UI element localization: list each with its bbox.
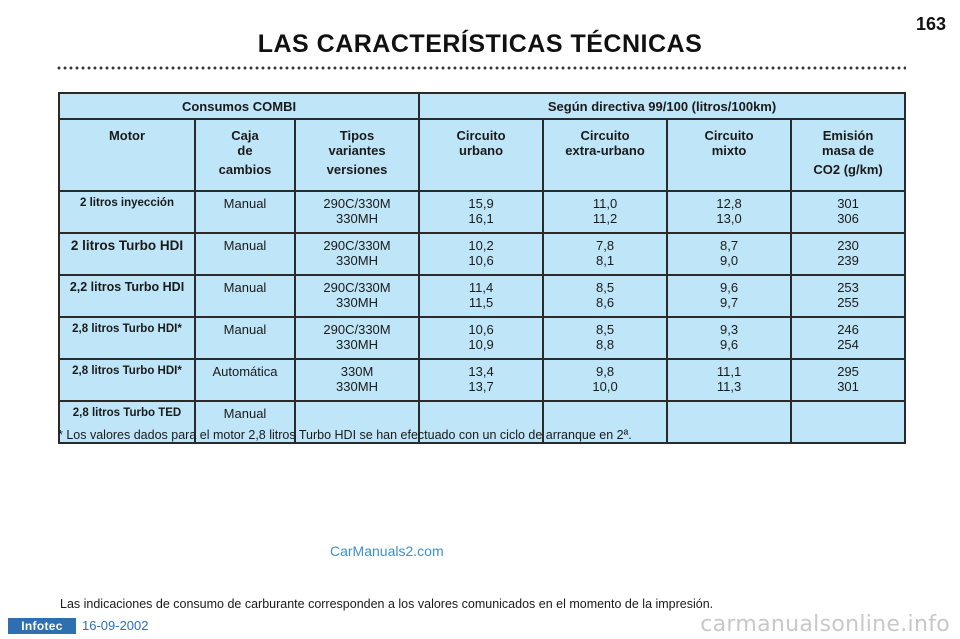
tipos-cell: 290C/330M 330MH <box>295 317 419 359</box>
group-header-directiva: Según directiva 99/100 (litros/100km) <box>419 93 905 119</box>
mixto-cell: 11,1 11,3 <box>667 359 791 401</box>
table-row <box>59 275 905 317</box>
group-header-consumos: Consumos COMBI <box>59 93 419 119</box>
mixto-cell: 12,8 13,0 <box>667 191 791 233</box>
footnote: * Los valores dados para el motor 2,8 litros Turbo HDI se han efectuado con un ciclo de arranque en 2ª. <box>58 428 632 442</box>
extra-urbano-cell: 11,0 11,2 <box>543 191 667 233</box>
motor-cell: 2 litros inyección <box>59 191 195 233</box>
extra-urbano-cell: 8,5 8,8 <box>543 317 667 359</box>
col-header-extra-urbano: Circuito extra-urbano <box>543 119 667 191</box>
mixto-cell: 9,6 9,7 <box>667 275 791 317</box>
page-number: 163 <box>915 14 946 34</box>
motor-cell: 2 litros Turbo HDI <box>59 233 195 275</box>
col-header-caja: Caja de cambios <box>195 119 295 191</box>
co2-cell: 230 239 <box>791 233 905 275</box>
tipos-cell: 330M 330MH <box>295 359 419 401</box>
col-header-tipos: Tipos variantes versiones <box>295 119 419 191</box>
co2-cell: 246 254 <box>791 317 905 359</box>
carmanuals-watermark: CarManuals2.com <box>330 543 444 559</box>
tipos-cell: 290C/330M 330MH <box>295 191 419 233</box>
table-row <box>59 233 905 275</box>
table-column-header-row <box>59 119 905 191</box>
co2-cell: 253 255 <box>791 275 905 317</box>
tipos-cell: 290C/330M 330MH <box>295 233 419 275</box>
table-row <box>59 317 905 359</box>
col-header-emision: Emisión masa de CO2 (g/km) <box>791 119 905 191</box>
caja-cell: Manual <box>195 317 295 359</box>
site-watermark: carmanualsonline.info <box>700 612 950 637</box>
urbano-cell: 13,4 13,7 <box>419 359 543 401</box>
motor-cell: 2,8 litros Turbo HDI* <box>59 317 195 359</box>
mixto-cell: 8,7 9,0 <box>667 233 791 275</box>
motor-cell: 2,2 litros Turbo HDI <box>59 275 195 317</box>
page-title: LAS CARACTERÍSTICAS TÉCNICAS <box>257 30 703 58</box>
co2-cell: 301 306 <box>791 191 905 233</box>
motor-cell: 2,8 litros Turbo HDI* <box>59 359 195 401</box>
table-row <box>59 359 905 401</box>
consumption-table <box>58 92 906 444</box>
caja-cell: Manual <box>195 233 295 275</box>
mixto-cell: 9,3 9,6 <box>667 317 791 359</box>
mixto-cell <box>667 401 791 443</box>
motor-cell: 2,8 litros Turbo TED <box>59 401 195 443</box>
print-date: 16-09-2002 <box>82 618 149 633</box>
caja-cell: Manual <box>195 275 295 317</box>
infotec-logo: Infotec <box>8 618 76 634</box>
col-header-motor: Motor <box>59 119 195 191</box>
extra-urbano-cell: 8,5 8,6 <box>543 275 667 317</box>
caja-cell: Manual <box>195 401 295 443</box>
co2-cell <box>791 401 905 443</box>
col-header-urbano: Circuito urbano <box>419 119 543 191</box>
urbano-cell: 10,2 10,6 <box>419 233 543 275</box>
urbano-cell: 15,9 16,1 <box>419 191 543 233</box>
urbano-cell: 10,6 10,9 <box>419 317 543 359</box>
extra-urbano-cell: 7,8 8,1 <box>543 233 667 275</box>
col-header-mixto: Circuito mixto <box>667 119 791 191</box>
dotted-divider <box>56 66 906 70</box>
caja-cell: Automática <box>195 359 295 401</box>
caja-cell: Manual <box>195 191 295 233</box>
extra-urbano-cell: 9,8 10,0 <box>543 359 667 401</box>
table-group-header-row <box>59 93 905 119</box>
tipos-cell: 290C/330M 330MH <box>295 275 419 317</box>
urbano-cell: 11,4 11,5 <box>419 275 543 317</box>
table-row <box>59 191 905 233</box>
co2-cell: 295 301 <box>791 359 905 401</box>
bottom-note: Las indicaciones de consumo de carburante corresponden a los valores comunicados en el momento de la impresión. <box>60 597 714 611</box>
